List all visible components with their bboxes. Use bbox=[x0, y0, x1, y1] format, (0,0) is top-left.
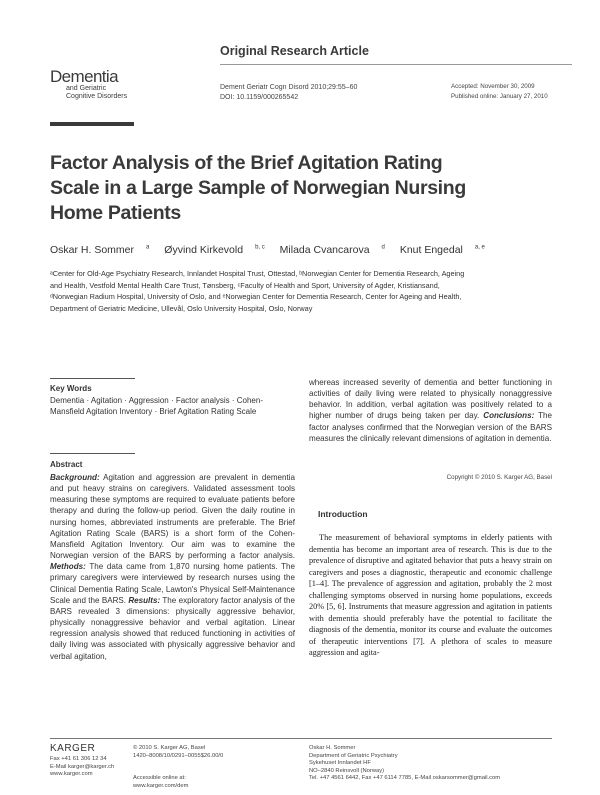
author-affil-sup: a bbox=[146, 244, 150, 251]
abstract-body bbox=[50, 472, 295, 662]
author-list bbox=[50, 244, 497, 256]
introduction-paragraph: The measurement of behavioral symptoms in elderly patients with dementia has become an important area of research. This is due to the prevalence of disruptive and agitated behavior that puts a heavy strain on caregivers and poses a diagnostic, therapeutic and economic challenge [1–4]. The prevalence of aggression and agitation, probably the 2 most challenging symptoms observed in nursing home populations, exceeds 20% [5, 6]. Instruments that measure aggression and agitation in patients with dementia should preferably have the potential to facilitate the diagnosis of the dementia, monitor its course and evaluate the outcomes of therapeutic interventions [7]. A plethora of scales to measure aggression and agita- bbox=[309, 533, 552, 657]
abstract-results: The exploratory factor analysis of the BARS revealed 3 dimensions: physically aggressive behavior, physically nonaggressive behavior and verbal agitation. Linear regression analysis showed that reduced functioning in activities of daily living was associated with physically aggressive behavior and verbal agitation, bbox=[50, 595, 295, 661]
author bbox=[280, 244, 385, 256]
methods-label: Methods: bbox=[50, 562, 86, 572]
publisher-logo: KARGER bbox=[50, 743, 96, 754]
affiliations: ᵃCenter for Old-Age Psychiatry Research, Innlandet Hospital Trust, Ottestad, ᵇNorwegian Center for Dementia Research, Ageing and Health, Vestfold Mental Health Care Trust, Tønsberg, ᶜFaculty of Health and Sport, University of Agder, Kristiansand, ᵈNorwegian Radium Hospital, University of Oslo, and ᵉNorwegian Center for Dementia Research, Center for Ageing and Health, Department of Geriatric Medicine, Ullevål, Oslo University Hospital, Oslo, Norway bbox=[50, 269, 465, 313]
access-url[interactable]: www.karger.com/dem bbox=[133, 782, 189, 789]
author-affil-sup: d bbox=[381, 244, 385, 251]
corr-name: Oskar H. Sommer bbox=[309, 745, 356, 751]
author-name: Knut Engedal bbox=[399, 244, 463, 256]
author bbox=[400, 244, 485, 256]
abstract-results-continued: whereas increased severity of dementia and better functioning in activities of daily living were related to physically nonaggressive behavior. In addition, verbal agitation was positively related to a higher number of drugs being taken per day. bbox=[309, 378, 552, 421]
author-name: Øyvind Kirkevold bbox=[164, 244, 244, 256]
header-rule bbox=[220, 64, 572, 65]
journal-logo-line-2: Cognitive Disorders bbox=[66, 92, 128, 100]
abstract-background: Agitation and aggression are prevalent in dementia and put heavy strains on caregivers. Validated assessment tools measuring these symptoms are required to evaluate patients before therapy and during the follow-up period. Given the daily routine in nursing homes, abbreviated instruments are preferable. The Brief Agitation Rating Scale (BARS) is a short form of the Cohen-Mansfield Agitation Inventory. Our aim was to examine the Norwegian version of the BARS by performing a factor analysis. bbox=[50, 473, 295, 561]
keywords-rule bbox=[50, 378, 135, 379]
author-name: Oskar H. Sommer bbox=[50, 244, 135, 256]
publisher-contact bbox=[50, 756, 114, 779]
results-label: Results: bbox=[128, 595, 161, 605]
introduction-heading: Introduction bbox=[318, 509, 368, 519]
online-access bbox=[133, 775, 188, 790]
author-name: Milada Cvancarova bbox=[279, 244, 370, 256]
access-label: Accessible online at: bbox=[133, 775, 186, 781]
accepted-date: Accepted: November 30, 2009 bbox=[451, 83, 535, 90]
corr-address: NO–2840 Reinsvoll (Norway) bbox=[309, 767, 385, 774]
corr-dept: Department of Geriatric Psychiatry bbox=[309, 752, 398, 759]
abstract-rule bbox=[50, 453, 135, 454]
issn: 1420–8008/10/0291–0055$26.00/0 bbox=[133, 752, 224, 759]
background-label: Background: bbox=[50, 473, 100, 482]
author bbox=[164, 244, 264, 256]
journal-citation: Dement Geriatr Cogn Disord 2010;29:55–60 bbox=[220, 84, 358, 91]
publisher-fax: Fax +41 61 306 12 34 bbox=[50, 756, 107, 762]
author bbox=[50, 244, 149, 256]
citation-block bbox=[220, 83, 357, 103]
publisher-copyright: © 2010 S. Karger AG, Basel bbox=[133, 745, 206, 751]
abstract-heading: Abstract bbox=[50, 460, 83, 469]
author-affil-sup: b, c bbox=[255, 244, 265, 251]
doi: DOI: 10.1159/000265542 bbox=[220, 94, 299, 101]
footer-rule bbox=[50, 738, 552, 739]
publisher-email: E-Mail karger@karger.ch bbox=[50, 763, 115, 770]
publisher-website[interactable]: www.karger.com bbox=[50, 771, 93, 778]
copyright-notice: Copyright © 2010 S. Karger AG, Basel bbox=[446, 474, 552, 481]
keywords-heading: Key Words bbox=[50, 384, 92, 393]
author-affil-sup: a, e bbox=[474, 244, 485, 251]
journal-logo-title: Dementia bbox=[50, 67, 118, 86]
introduction-body bbox=[309, 532, 552, 659]
journal-logo bbox=[50, 68, 127, 100]
conclusions-label: Conclusions: bbox=[483, 411, 535, 421]
abstract-continued bbox=[309, 377, 552, 444]
published-date: Published online: January 27, 2010 bbox=[451, 92, 548, 100]
article-type: Original Research Article bbox=[220, 44, 369, 58]
journal-logo-line-1: and Geriatric bbox=[66, 85, 107, 92]
abstract-conclusions: The factor analyses confirmed that the Norwegian version of the BARS measures the clinically relevant dimensions of agitation in dementia. bbox=[309, 411, 552, 443]
dates-block bbox=[451, 82, 548, 101]
paper-title: Factor Analysis of the Brief Agitation Rating Scale in a Large Sample of Norwegian Nursing Home Patients bbox=[50, 152, 466, 224]
corr-hospital: Sykehuset Innlandet HF bbox=[309, 760, 371, 767]
abstract-methods: The data came from 1,870 nursing home patients. The primary caregivers were interviewed by research nurses using the Clinical Dementia Rating Scale, Lawton's Physical Self-Maintenance Scale and the BARS. bbox=[50, 562, 296, 605]
publication-info bbox=[133, 745, 223, 760]
corr-contact: Tel. +47 4561 6442, Fax +47 6114 7785, E-Mail oskarsommer@gmail.com bbox=[309, 775, 501, 782]
keywords-text: Dementia · Agitation · Aggression · Factor analysis · Cohen-Mansfield Agitation Inventory · Brief Agitation Rating Scale bbox=[50, 396, 263, 416]
correspondence bbox=[309, 745, 500, 783]
logo-bar bbox=[50, 122, 134, 126]
